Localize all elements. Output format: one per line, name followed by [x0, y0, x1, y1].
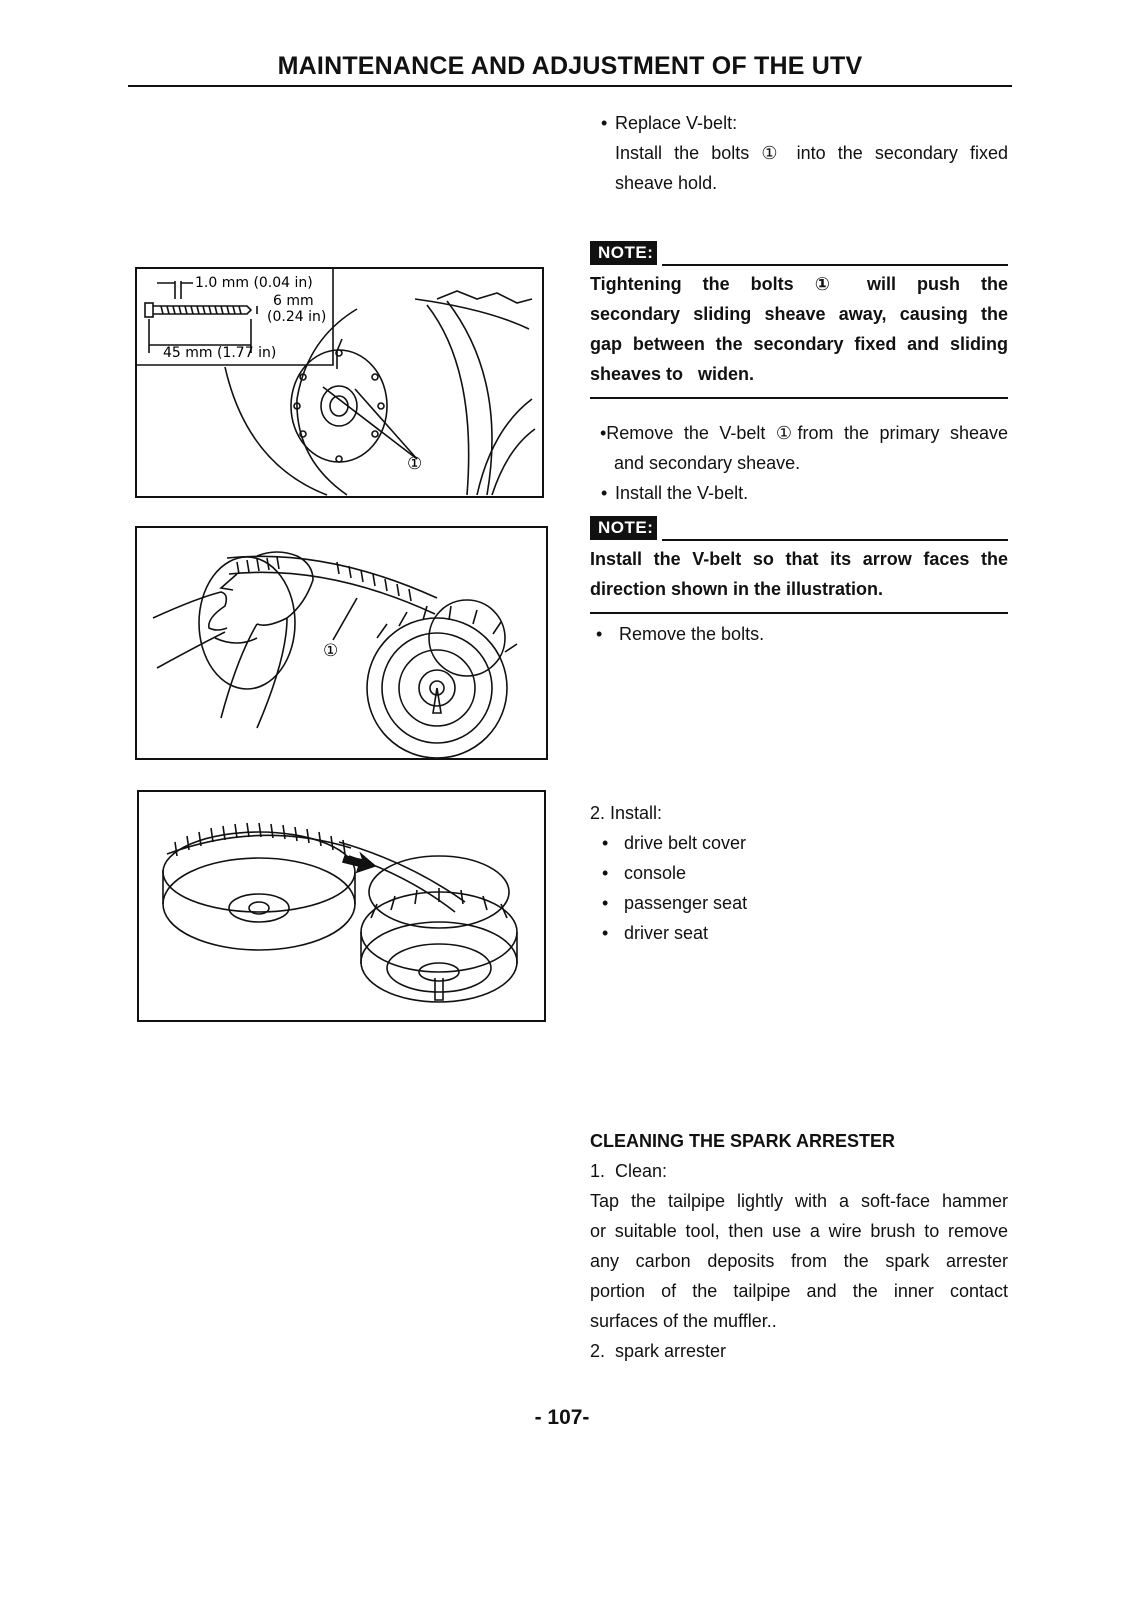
figure-remove-belt — [135, 526, 548, 760]
bullet: • — [602, 923, 609, 943]
install-item — [590, 828, 1008, 858]
spark-title: CLEANING THE SPARK ARRESTER — [590, 1131, 896, 1151]
figure-belt-direction — [137, 790, 546, 1022]
spark-para-line: surfaces of the muffler.. — [590, 1311, 777, 1331]
belt-direction-illustration — [139, 792, 544, 1020]
note-box-1 — [590, 241, 1008, 399]
spark-para-line: any carbon deposits from the spark arrester — [590, 1251, 1008, 1271]
replace-vbelt-label: Replace V-belt: — [615, 113, 738, 133]
note-rule-top-1 — [662, 264, 1008, 266]
spark-para-line: or suitable tool, then use a wire brush to remove — [590, 1221, 1008, 1241]
note-badge-1: NOTE: — [590, 241, 657, 265]
install-vbelt-item — [590, 478, 1008, 508]
note-header-1 — [590, 241, 1008, 267]
install-section — [590, 798, 1008, 948]
spark-step2: 2. spark arrester — [590, 1341, 727, 1361]
replace-vbelt-item — [590, 108, 1008, 138]
bullet: • — [601, 113, 608, 133]
note-rule-bottom-1 — [590, 397, 1008, 399]
remove-bolts-item — [590, 619, 1008, 649]
install-vbelt-label: Install the V-belt. — [615, 483, 749, 503]
note1-line2: secondary sliding sheave away, causing the — [590, 304, 1008, 324]
page-header-title: MAINTENANCE AND ADJUSTMENT OF THE UTV — [277, 52, 863, 80]
note2-line1: Install the V-belt so that its arrow faces the — [590, 549, 1008, 569]
note-box-2 — [590, 516, 1008, 614]
replace-vbelt-line1: Install the bolts ① into the secondary fixed — [615, 143, 1008, 163]
bullet: • — [602, 863, 609, 883]
replace-vbelt-line2: sheave hold. — [615, 173, 718, 193]
bullet: • — [602, 893, 609, 913]
dim-dia-label: 6 mm — [273, 293, 314, 309]
install-item-label: passenger seat — [624, 893, 748, 913]
note-text-1 — [590, 269, 1008, 389]
note1-line3: gap between the secondary fixed and sliding — [590, 334, 1008, 354]
bullet: • — [601, 483, 608, 503]
figure-bolt-sheave — [135, 267, 544, 498]
note-rule-bottom-2 — [590, 612, 1008, 614]
install-item-label: driver seat — [624, 923, 709, 943]
bullet: • — [596, 624, 603, 644]
remove-vbelt-line1: •Remove the V-belt ①from the primary sheave — [600, 423, 1008, 443]
install-title: 2. Install: — [590, 803, 663, 823]
install-item-label: drive belt cover — [624, 833, 747, 853]
spark-step1: 1. Clean: — [590, 1161, 668, 1181]
bullet: • — [602, 833, 609, 853]
note-text-2 — [590, 544, 1008, 604]
remove-vbelt-section — [590, 418, 1008, 508]
remove-bolts-line — [590, 619, 1008, 649]
page-number: - 107- — [534, 1406, 590, 1429]
remove-bolts-label: Remove the bolts. — [619, 624, 765, 644]
note1-line4: sheaves to widen. — [590, 364, 755, 384]
dim-gap-label: 1.0 mm (0.04 in) — [195, 275, 313, 291]
header-rule — [128, 85, 1012, 87]
install-item-label: console — [624, 863, 687, 883]
callout-number: ① — [407, 454, 423, 474]
dim-dia-in-label: (0.24 in) — [267, 309, 327, 325]
bolt-sheave-illustration — [137, 269, 542, 496]
note-header-2 — [590, 516, 1008, 542]
note-rule-top-2 — [662, 539, 1008, 541]
install-item — [590, 888, 1008, 918]
remove-belt-illustration — [137, 528, 546, 758]
dim-len-label: 45 mm (1.77 in) — [163, 345, 277, 361]
remove-vbelt-line2: and secondary sheave. — [614, 453, 801, 473]
spark-arrester-section — [590, 1126, 1008, 1366]
note1-line1: Tightening the bolts ① will push the — [590, 274, 1008, 294]
note-badge-2: NOTE: — [590, 516, 657, 540]
callout-number: ① — [323, 641, 339, 661]
replace-vbelt-section — [590, 108, 1008, 198]
spark-para-line: Tap the tailpipe lightly with a soft-face hammer — [590, 1191, 1008, 1211]
note2-line2: direction shown in the illustration. — [590, 579, 884, 599]
install-item — [590, 858, 1008, 888]
spark-para-line: portion of the tailpipe and the inner contact — [590, 1281, 1008, 1301]
install-item — [590, 918, 1008, 948]
